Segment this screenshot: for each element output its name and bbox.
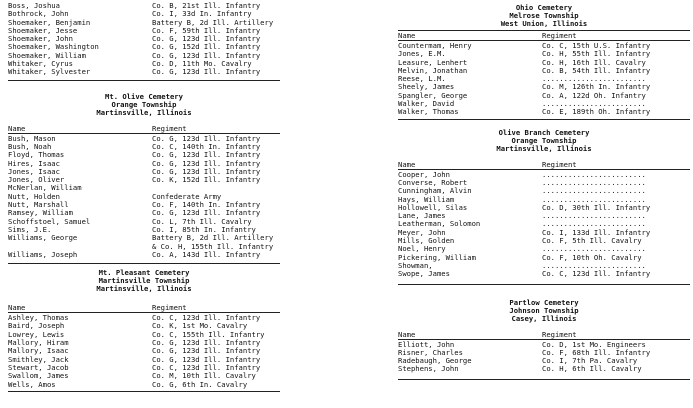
regiment: Co. K, 152d Ill. Infantry [152, 176, 261, 185]
soldier-name: McNerlan, William [8, 184, 82, 193]
soldier-name: Cooper, John [398, 170, 450, 179]
soldier-name: Sheely, James [398, 83, 455, 92]
soldier-name: Bothrock, John [8, 10, 69, 19]
regiment: ........................ [542, 178, 646, 187]
section-title: Mt. Pleasant Cemetery [98, 268, 190, 278]
soldier-name: Pickering, William [398, 253, 476, 262]
regiment: Co. A, 143d Ill. Infantry [152, 250, 261, 259]
table-row [8, 243, 280, 251]
regiment-column-header: Regiment [542, 330, 577, 339]
regiment: Co. G, 123d Ill. Infantry [152, 209, 261, 218]
column-header [8, 125, 280, 133]
regiment: ........................ [542, 170, 646, 179]
table-row [8, 27, 280, 35]
soldier-name: Mills, Golden [398, 237, 455, 246]
name-column-header: Name [398, 32, 416, 40]
table-row [8, 176, 280, 184]
regiment: Co. L, 7th Ill. Cavalry [152, 217, 252, 226]
regiment: Co. G, 123d Ill. Infantry [152, 355, 261, 364]
table-row [8, 160, 280, 168]
regiment: Co. B, 21st Ill. Infantry [152, 2, 261, 10]
soldier-name: Hollowell, Silas [398, 203, 468, 212]
table-row [398, 254, 690, 262]
section-township: Orange Township [111, 99, 177, 109]
section-place: Martinsville, Illinois [96, 107, 192, 117]
soldier-name: Meyer, John [398, 228, 446, 237]
table-row [8, 10, 280, 18]
regiment: Co. G, 152d Ill. Infantry [152, 43, 261, 52]
soldier-name: Lowrey, Lewis [8, 330, 65, 339]
regiment: ........................ [542, 261, 646, 270]
table-row [8, 43, 280, 51]
table-row [8, 356, 280, 364]
table-row [398, 59, 690, 67]
regiment: ........................ [542, 195, 646, 204]
table-row [398, 349, 690, 357]
soldier-name: Stephens, John [398, 365, 459, 374]
soldier-name: Nutt, Marshall [8, 201, 69, 210]
regiment: Co. C, 123d Ill. Infantry [152, 363, 261, 372]
table-row [398, 50, 690, 58]
soldier-name: Stewart, Jacob [8, 363, 69, 372]
table-row [8, 331, 280, 339]
soldier-name: Spangler, George [398, 91, 468, 100]
regiment: Co. G, 123d Ill. Infantry [152, 339, 261, 348]
table-row [398, 100, 690, 108]
soldier-name: Smithley, Jack [8, 355, 69, 364]
table-row [8, 322, 280, 330]
section-place: Martinsville, Illinois [496, 143, 592, 153]
table-row [398, 108, 690, 116]
soldier-name: Williams, George [8, 234, 78, 243]
table-row [398, 42, 690, 50]
regiment: Co. M, 126th In. Infantry [542, 83, 651, 92]
table-row [398, 75, 690, 83]
section-township: Martinsville Township [98, 276, 190, 286]
soldier-name: Converse, Robert [398, 178, 468, 187]
regiment: Co. I, 85th In. Infantry [152, 225, 256, 234]
soldier-name: Shoemaker, Washington [8, 43, 99, 52]
regiment: ........................ [542, 245, 646, 254]
regiment: Co. G, 123d Ill. Infantry [152, 159, 261, 168]
regiment: Co. F, 59th Ill. Infantry [152, 26, 261, 35]
section-township: Orange Township [511, 135, 577, 145]
soldier-name: Swallom, James [8, 372, 69, 381]
soldier-name: Melvin, Jonathan [398, 66, 468, 75]
mt-pleasant-list [8, 314, 280, 389]
soldier-name: Ashley, Thomas [8, 314, 69, 323]
soldier-name: Jones, E.M. [398, 50, 446, 59]
regiment: & Co. H, 155th Ill. Infantry [152, 242, 274, 251]
soldier-name: Walker, Thomas [398, 108, 459, 117]
regiment: Co. A, 122d Oh. Infantry [542, 91, 646, 100]
table-row [398, 196, 690, 204]
regiment-column-header: Regiment [152, 304, 187, 313]
regiment-column-header: Regiment [542, 160, 577, 169]
soldier-name: Wells, Amos [8, 380, 56, 389]
mt-olive-section [8, 93, 280, 264]
soldier-name: Whitaker, Sylvester [8, 68, 91, 77]
soldier-name: Hires, Isaac [8, 159, 60, 168]
ohio-section [398, 4, 690, 120]
soldier-name: Jones, Oliver [8, 176, 65, 185]
soldier-name: Hays, William [398, 195, 455, 204]
table-row [8, 193, 280, 201]
section-township: Johnson Township [509, 305, 579, 315]
table-row [398, 245, 690, 253]
section-place: Martinsville, Illinois [96, 284, 192, 294]
regiment: Co. B, 54th Ill. Infantry [542, 66, 651, 75]
soldier-name: Shoemaker, John [8, 35, 73, 44]
section-title: Partlow Cemetery [509, 297, 579, 307]
table-row [8, 168, 280, 176]
table-row [8, 35, 280, 43]
regiment: Co. I, 7th Pa. Cavalry [542, 357, 638, 366]
regiment: ........................ [542, 187, 646, 196]
soldier-name: Leasure, Lenhert [398, 58, 468, 67]
table-row [8, 251, 280, 259]
table-row [8, 151, 280, 159]
soldier-name: Cunningham, Alvin [398, 187, 472, 196]
soldier-name: Williams, Joseph [8, 250, 78, 259]
soldier-name: Boss, Joshua [8, 2, 60, 10]
soldier-name: Reese, L.M. [398, 75, 446, 84]
regiment: Co. D, 11th Mo. Cavalry [152, 60, 252, 69]
name-column-header: Name [8, 124, 26, 133]
table-row [8, 234, 280, 242]
soldier-name: Jones, Isaac [8, 167, 60, 176]
soldier-name: Swope, James [398, 270, 450, 279]
soldier-name: Bush, Mason [8, 134, 56, 143]
table-row [398, 270, 690, 278]
table-row [8, 52, 280, 60]
table-row [8, 226, 280, 234]
regiment: Co. G, 123d Ill. Infantry [152, 151, 261, 160]
section-township: Melrose Township [509, 11, 579, 20]
soldier-name: Elliott, John [398, 340, 455, 349]
column-header [398, 161, 690, 169]
regiment-column-header: Regiment [542, 32, 577, 40]
soldier-name: Risner, Charles [398, 348, 463, 357]
right-column [398, 0, 690, 380]
regiment: Co. C, 15th U.S. Infantry [542, 42, 651, 50]
soldier-name [8, 243, 152, 251]
table-row [398, 262, 690, 270]
table-row [8, 209, 280, 217]
soldier-name: Schoffstoel, Samuel [8, 217, 91, 226]
table-row [398, 357, 690, 365]
table-row [8, 201, 280, 209]
soldier-name: Shoemaker, Jesse [8, 26, 78, 35]
name-column-header: Name [398, 330, 416, 339]
regiment: Co. G, 123d Ill. Infantry [152, 68, 261, 77]
regiment: ........................ [542, 212, 646, 221]
regiment: Co. G, 123d Ill. Infantry [152, 134, 261, 143]
table-row [398, 171, 690, 179]
regiment: Co. C, 123d Ill. Infantry [152, 314, 261, 323]
table-row [8, 314, 280, 322]
regiment: Co. F, 140th In. Infantry [152, 201, 261, 210]
regiment: Co. F, 68th Ill. Infantry [542, 348, 651, 357]
section-place: West Union, Illinois [500, 19, 588, 28]
soldier-name: Sims, J.E. [8, 225, 52, 234]
regiment: Co. M, 10th Ill. Cavalry [152, 372, 256, 381]
table-row [398, 204, 690, 212]
table-row [398, 212, 690, 220]
soldier-name: Baird, Joseph [8, 322, 65, 331]
soldier-name: Leatherman, Solomon [398, 220, 481, 229]
soldier-name: Countermam, Henry [398, 42, 472, 50]
name-column-header: Name [398, 160, 416, 169]
regiment: Battery B, 2d Ill. Artillery [152, 234, 274, 243]
section-title: Olive Branch Cemetery [498, 127, 590, 137]
regiment: Co. F, 5th Ill. Cavalry [542, 237, 642, 246]
soldier-name: Shoemaker, Benjamin [8, 18, 91, 27]
soldier-name: Ramsey, William [8, 209, 73, 218]
soldier-name: Mallory, Hiram [8, 339, 69, 348]
table-row [8, 19, 280, 27]
regiment: Co. G, 123d Ill. Infantry [152, 35, 261, 44]
soldier-name: Walker, David [398, 100, 455, 109]
table-row [8, 68, 280, 76]
soldier-name: Mallory, Isaac [8, 347, 69, 356]
table-row [8, 218, 280, 226]
table-row [8, 339, 280, 347]
soldier-name: Shoemaker, William [8, 51, 86, 60]
regiment [152, 184, 280, 192]
regiment: Co. D, 1st Mo. Engineers [542, 340, 646, 349]
regiment: ........................ [542, 220, 646, 229]
mt-olive-list [8, 135, 280, 259]
regiment: Co. D, 30th Ill. Infantry [542, 203, 651, 212]
regiment-column-header: Regiment [152, 124, 187, 133]
partlow-section [398, 299, 690, 380]
regiment: Co. H, 6th Ill. Cavalry [542, 365, 642, 374]
ohio-list [398, 42, 690, 117]
regiment: Co. H, 55th Ill. Infantry [542, 50, 651, 59]
regiment: Confederate Army [152, 192, 222, 201]
section-place: Casey, Illinois [511, 313, 577, 323]
olive-branch-list [398, 171, 690, 279]
left-top-list [8, 2, 280, 77]
section-title: Ohio Cemetery [515, 3, 573, 12]
regiment: Co. E, 189th Oh. Infantry [542, 108, 651, 117]
regiment: Co. I, 33d In. Infantry [152, 10, 252, 19]
partlow-list [398, 341, 690, 374]
column-header [398, 331, 690, 339]
regiment: Co. I, 133d Ill. Infantry [542, 228, 651, 237]
table-row [8, 60, 280, 68]
table-row [398, 67, 690, 75]
regiment: Battery B, 2d Ill. Artillery [152, 18, 274, 27]
table-row [8, 381, 280, 389]
table-row [398, 341, 690, 349]
regiment: Co. G, 123d Ill. Infantry [152, 347, 261, 356]
column-header [398, 32, 690, 40]
olive-branch-section [398, 129, 690, 285]
regiment: Co. C, 123d Ill. Infantry [542, 270, 651, 279]
soldier-name: Lane, James [398, 212, 446, 221]
soldier-name: Radebaugh, George [398, 357, 472, 366]
table-row [8, 372, 280, 380]
regiment: Co. G, 6th In. Cavalry [152, 380, 248, 389]
soldier-name: Bush, Noah [8, 142, 52, 151]
table-row [8, 2, 280, 10]
regiment: ........................ [542, 100, 646, 109]
regiment: Co. G, 123d Ill. Infantry [152, 167, 261, 176]
table-row [8, 143, 280, 151]
regiment: Co. F, 10th Oh. Cavalry [542, 253, 642, 262]
table-row [8, 347, 280, 355]
table-row [398, 237, 690, 245]
soldier-name: Floyd, Thomas [8, 151, 65, 160]
regiment: ........................ [542, 75, 646, 84]
mt-pleasant-section [8, 269, 280, 392]
regiment: Co. C, 155th Ill. Infantry [152, 330, 265, 339]
section-title: Mt. Olive Cemetery [105, 91, 183, 101]
name-column-header: Name [8, 304, 26, 313]
column-header [8, 304, 280, 312]
table-row [398, 83, 690, 91]
table-row [398, 365, 690, 373]
soldier-name: Showman, [398, 261, 433, 270]
table-row [398, 220, 690, 228]
regiment: Co. C, 140th In. Infantry [152, 142, 261, 151]
left-column [8, 0, 280, 392]
soldier-name: Noel, Henry [398, 245, 446, 254]
table-row [8, 364, 280, 372]
regiment: Co. K, 1st Mo. Cavalry [152, 322, 248, 331]
table-row [398, 229, 690, 237]
table-row [398, 187, 690, 195]
regiment: Co. H, 16th Ill. Cavalry [542, 58, 646, 67]
regiment: Co. G, 123d Ill. Infantry [152, 51, 261, 60]
table-row [398, 92, 690, 100]
table-row [8, 184, 280, 192]
table-row [8, 135, 280, 143]
soldier-name: Nutt, Holden [8, 192, 60, 201]
soldier-name: Whitaker, Cyrus [8, 60, 73, 69]
table-row [398, 179, 690, 187]
